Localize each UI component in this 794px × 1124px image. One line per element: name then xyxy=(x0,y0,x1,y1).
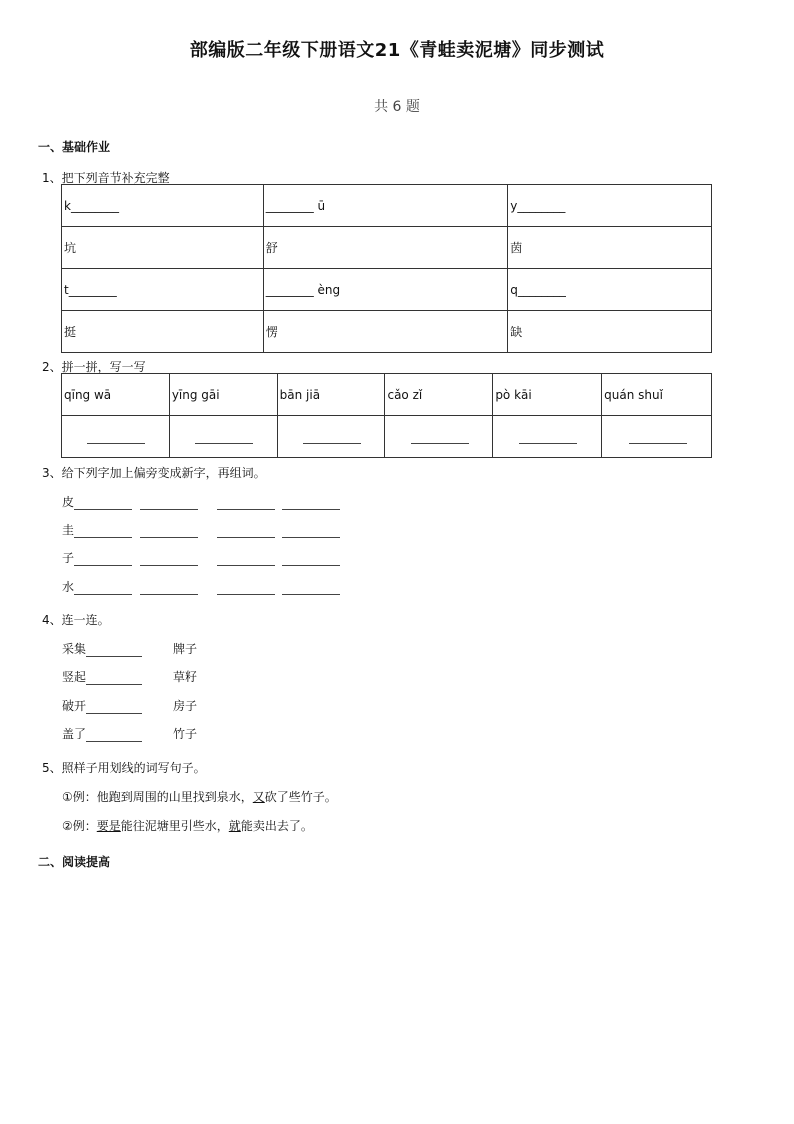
q2-pinyin-cell: yīng gāi xyxy=(169,374,277,416)
page-title: 部编版二年级下册语文21《青蛙卖泥塘》同步测试 xyxy=(189,40,605,61)
underlined-word: 又 xyxy=(252,790,265,804)
answer-blank[interactable] xyxy=(411,432,469,444)
q3-row xyxy=(62,578,340,595)
q4-right-word: 草籽 xyxy=(173,670,198,684)
q1-cell: 坑 xyxy=(62,227,264,269)
q2-table xyxy=(61,373,712,458)
answer-blank[interactable] xyxy=(629,432,687,444)
q2-pinyin-cell: qīng wā xyxy=(62,374,170,416)
q1-cell[interactable]: y________ xyxy=(508,185,712,227)
q4-row xyxy=(62,668,142,685)
match-line[interactable] xyxy=(86,645,142,657)
q2-answer-cell[interactable] xyxy=(602,416,712,458)
q4-left-word: 竖起 xyxy=(62,670,87,684)
q2-answer-cell[interactable] xyxy=(385,416,493,458)
underlined-word: 要是 xyxy=(96,819,121,833)
answer-blank[interactable] xyxy=(217,583,275,595)
q3-char: 皮 xyxy=(62,495,75,509)
answer-blank[interactable] xyxy=(74,554,132,566)
q3-row xyxy=(62,493,340,510)
q1-cell[interactable]: ________ èng xyxy=(263,269,508,311)
q2-pinyin-cell: cǎo zǐ xyxy=(385,374,493,416)
answer-blank[interactable] xyxy=(217,526,275,538)
answer-blank[interactable] xyxy=(195,432,253,444)
q3-char: 圭 xyxy=(62,523,75,537)
answer-blank[interactable] xyxy=(303,432,361,444)
q4-row xyxy=(62,697,142,714)
question-count: 共 6 题 xyxy=(374,99,420,115)
q2-answer-cell[interactable] xyxy=(493,416,602,458)
q3-label: 3、给下列字加上偏旁变成新字，再组词。 xyxy=(42,466,266,480)
q1-label: 1、把下列音节补充完整 xyxy=(42,171,170,185)
q1-cell: 挺 xyxy=(62,311,264,353)
q2-answer-cell[interactable] xyxy=(277,416,385,458)
q3-row xyxy=(62,549,340,566)
answer-blank[interactable] xyxy=(217,498,275,510)
answer-blank[interactable] xyxy=(140,554,198,566)
q4-left-word: 破开 xyxy=(62,699,87,713)
q4-row xyxy=(62,725,142,742)
q1-cell[interactable]: k________ xyxy=(62,185,264,227)
example-text: 能卖出去了。 xyxy=(240,819,313,833)
q2-answer-cell[interactable] xyxy=(62,416,170,458)
q4-left-word: 盖了 xyxy=(62,727,87,741)
q4-label: 4、连一连。 xyxy=(42,613,110,627)
example-text: 砍了些竹子。 xyxy=(264,790,337,804)
q5-label: 5、照样子用划线的词写句子。 xyxy=(42,761,206,775)
answer-blank[interactable] xyxy=(282,554,340,566)
q3-char: 水 xyxy=(62,580,75,594)
section-reading-title: 二、阅读提高 xyxy=(38,855,111,869)
q4-right-word: 竹子 xyxy=(173,727,198,741)
q2-pinyin-cell: pò kāi xyxy=(493,374,602,416)
answer-blank[interactable] xyxy=(74,583,132,595)
q1-cell[interactable]: q________ xyxy=(508,269,712,311)
match-line[interactable] xyxy=(86,673,142,685)
q5-example-2 xyxy=(62,817,313,834)
q2-label: 2、拼一拼，写一写 xyxy=(42,360,146,374)
example-text: ②例： xyxy=(62,819,97,833)
answer-blank[interactable] xyxy=(140,498,198,510)
answer-blank[interactable] xyxy=(74,526,132,538)
answer-blank[interactable] xyxy=(282,498,340,510)
q4-left-word: 采集 xyxy=(62,642,87,656)
q2-pinyin-cell: quán shuǐ xyxy=(602,374,712,416)
q4-row xyxy=(62,640,142,657)
answer-blank[interactable] xyxy=(282,526,340,538)
q1-cell: 缺 xyxy=(508,311,712,353)
answer-blank[interactable] xyxy=(74,498,132,510)
answer-blank[interactable] xyxy=(140,526,198,538)
q1-cell[interactable]: t________ xyxy=(62,269,264,311)
q5-example-1 xyxy=(62,788,337,805)
answer-blank[interactable] xyxy=(140,583,198,595)
match-line[interactable] xyxy=(86,702,142,714)
q1-cell[interactable]: ________ ū xyxy=(263,185,508,227)
match-line[interactable] xyxy=(86,730,142,742)
example-text: ①例：他跑到周围的山里找到泉水， xyxy=(62,790,253,804)
q1-cell: 茵 xyxy=(508,227,712,269)
q2-pinyin-cell: bān jiā xyxy=(277,374,385,416)
answer-blank[interactable] xyxy=(282,583,340,595)
q4-right-word: 牌子 xyxy=(173,642,198,656)
answer-blank[interactable] xyxy=(87,432,145,444)
q3-row xyxy=(62,521,340,538)
q1-table xyxy=(61,184,712,353)
example-text: 能往泥塘里引些水， xyxy=(120,819,229,833)
section-basic-title: 一、基础作业 xyxy=(38,140,111,154)
answer-blank[interactable] xyxy=(519,432,577,444)
q4-right-word: 房子 xyxy=(173,699,198,713)
answer-blank[interactable] xyxy=(217,554,275,566)
underlined-word: 就 xyxy=(228,819,241,833)
q3-char: 子 xyxy=(62,551,75,565)
q1-cell: 舒 xyxy=(263,227,508,269)
q1-cell: 愣 xyxy=(263,311,508,353)
q2-answer-cell[interactable] xyxy=(169,416,277,458)
